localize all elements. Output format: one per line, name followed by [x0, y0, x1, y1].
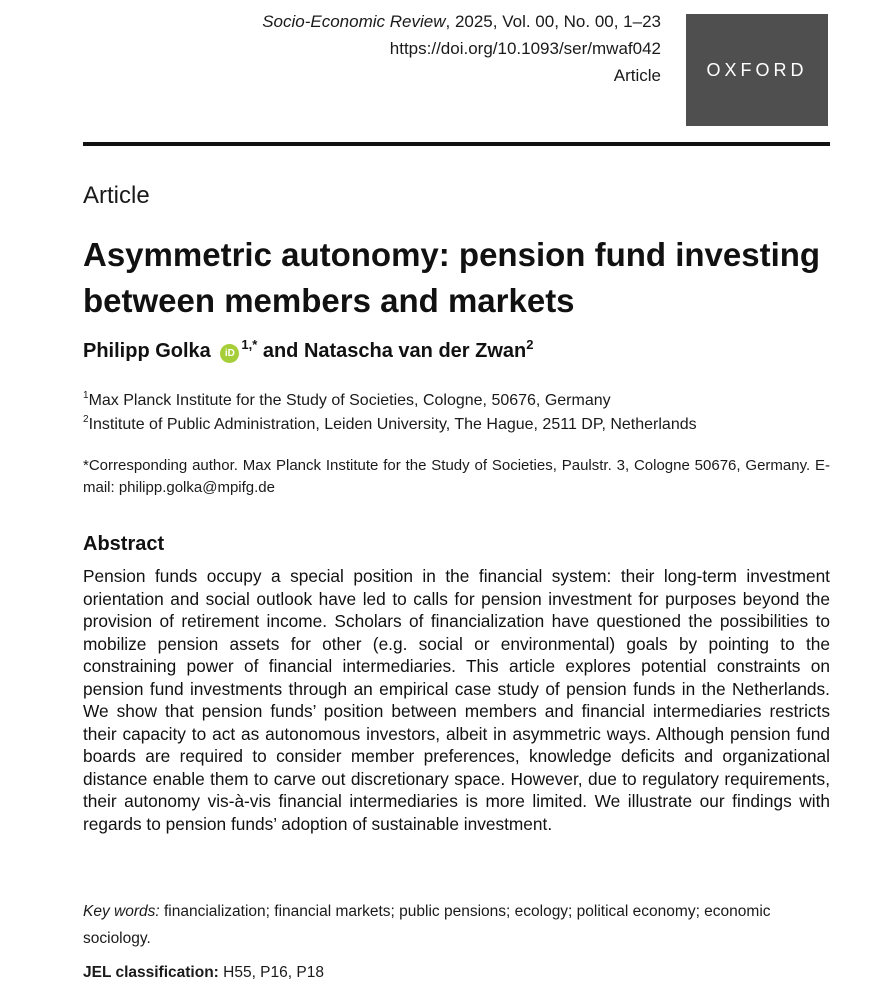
corresponding-author-note: *Corresponding author. Max Planck Institute for the Study of Societies, Paulstr. 3, Cologne 50676, Germany. E-mail: philipp.golka@mpifg.de [83, 457, 830, 496]
journal-info [262, 8, 661, 89]
abstract-heading: Abstract [83, 533, 165, 555]
article-type: Article [613, 66, 661, 85]
affiliation-2 [83, 414, 697, 436]
author-line [83, 337, 534, 363]
author-1[interactable]: Philipp Golka [83, 340, 211, 362]
jel-codes: H55, P16, P18 [218, 964, 324, 981]
affiliation-number: 2 [83, 414, 89, 425]
affiliation-number: 1 [83, 390, 89, 401]
abstract-text: Pension funds occupy a special position in the financial system: their long-term investment orientation and social outlook have led to calls for pension investment for purposes beyond the provision of retirement income. Scholars of financialization have questioned the possibilities to mobilize pension assets for other (e.g. social or environmental) goals by pointing to the constraining power of financial intermediaries. This article explores potential constraints on pension fund investments through an empirical case study of pension funds in the Netherlands. We show that pension funds’ position between members and financial intermediaries restricts their capacity to act as autonomous investors, albeit in asymmetric ways. Although pension fund boards are required to consider member preferences, knowledge deficits and organizational distance enable them to carve out discretionary space. However, due to regulatory requirements, their autonomy vis-à-vis financial intermediaries is more limited. We illustrate our findings with regards to pension funds’ adoption of sustainable investment. [83, 566, 830, 834]
affiliation-text: Institute of Public Administration, Leiden University, The Hague, 2511 DP, Netherlands [88, 416, 697, 433]
doi-link[interactable]: https://doi.org/10.1093/ser/mwaf042 [389, 39, 661, 58]
keywords-label: Key words: [83, 903, 160, 920]
author-connector: and [257, 340, 304, 362]
affiliation-text: Max Planck Institute for the Study of Societies, Cologne, 50676, Germany [88, 392, 611, 409]
header-rule [83, 142, 830, 146]
author-2-marks: 2 [526, 337, 534, 352]
orcid-icon[interactable]: iD [220, 344, 239, 363]
keywords-text: financialization; financial markets; public pensions; ecology; political economy; economic sociology. [83, 903, 771, 947]
author-1-marks: 1,* [241, 337, 258, 352]
journal-citation: , 2025, Vol. 00, No. 00, 1–23 [445, 12, 661, 31]
affiliation-1 [83, 390, 611, 412]
keywords [83, 898, 830, 952]
citation-line [262, 8, 661, 35]
jel-classification [83, 964, 324, 982]
jel-label: JEL classification: [83, 964, 219, 981]
section-label: Article [83, 182, 150, 209]
journal-name: Socio-Economic Review [262, 12, 446, 31]
article-title: Asymmetric autonomy: pension fund investing between members and markets [83, 236, 821, 319]
oxford-logo: OXFORD [686, 14, 828, 126]
author-2[interactable]: Natascha van der Zwan [303, 340, 527, 362]
